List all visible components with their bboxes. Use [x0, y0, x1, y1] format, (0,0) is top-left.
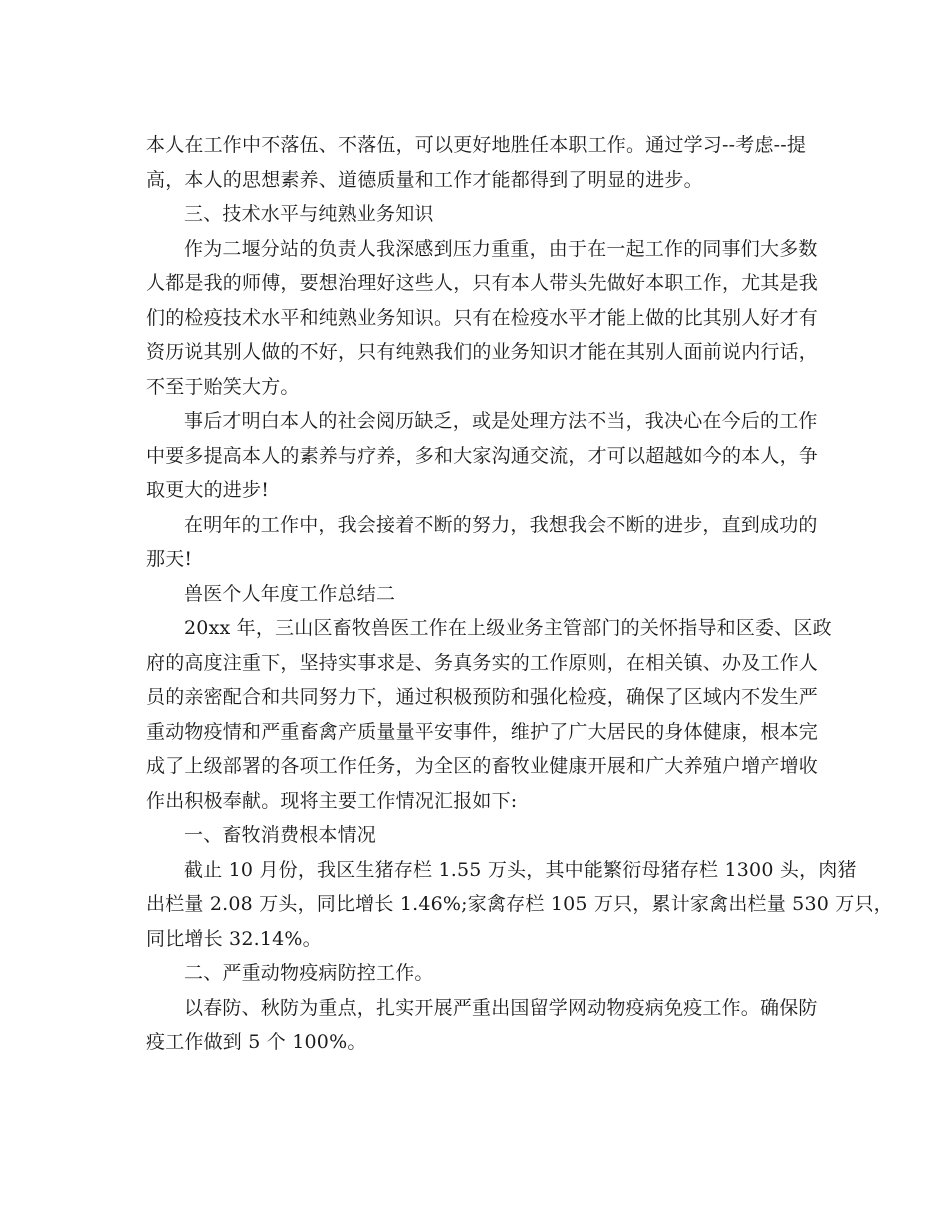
text-line: 成了上级部署的各项工作任务，为全区的畜牧业健康开展和广大养殖户增产增收 [146, 755, 819, 777]
text-line: 作出积极奉献。现将主要工作情况汇报如下: [146, 789, 518, 812]
text-line: 20xx 年，三山区畜牧兽医工作在上级业务主管部门的关怀指导和区委、区政 [184, 617, 832, 639]
text-line: 人都是我的师傅，要想治理好这些人，只有本人带头先做好本职工作，尤其是我 [146, 272, 819, 294]
text-line: 资历说其别人做的不好，只有纯熟我们的业务知识才能在其别人面前说内行话， [146, 341, 819, 363]
text-line: 疫工作做到 5 个 100%。 [146, 1031, 367, 1053]
text-line: 以春防、秋防为重点，扎实开展严重出国留学网动物疫病免疫工作。确保防 [184, 996, 818, 1019]
text-line: 们的检疫技术水平和纯熟业务知识。只有在检疫水平才能上做的比其别人好才有 [146, 306, 819, 329]
text-line: 同比增长 32.14%。 [146, 927, 322, 950]
text-line: 那天! [146, 548, 193, 570]
text-line: 本人在工作中不落伍、不落伍，可以更好地胜任本职工作。通过学习--考虑--提 [146, 134, 807, 156]
text-line: 作为二堰分站的负责人我深感到压力重重，由于在一起工作的同事们大多数 [184, 237, 818, 260]
text-line: 出栏量 2.08 万头，同比增长 1.46%;家禽存栏 105 万只，累计家禽出栏量 530 万只， [146, 893, 893, 915]
text-line: 兽医个人年度工作总结二 [184, 582, 396, 605]
text-line: 府的高度注重下，坚持实事求是、务真务实的工作原则，在相关镇、办及工作人 [146, 651, 819, 674]
text-line: 重动物疫情和严重畜禽产质量量平安事件，维护了广大居民的身体健康，根本完 [146, 720, 819, 743]
text-line: 不至于贻笑大方。 [146, 375, 300, 398]
text-line: 中要多提高本人的素养与疗养，多和大家沟通交流，才可以超越如今的本人，争 [146, 444, 819, 467]
text-line: 二、严重动物疫病防控工作。 [184, 962, 434, 984]
text-line: 员的亲密配合和共同努力下，通过积极预防和强化检疫，确保了区域内不发生严 [146, 686, 819, 708]
document-body [146, 128, 893, 1060]
text-line: 截止 10 月份，我区生猪存栏 1.55 万头，其中能繁衍母猪存栏 1300 头，肉猪 [184, 858, 857, 881]
text-line: 事后才明白本人的社会阅历缺乏，或是处理方法不当，我决心在今后的工作 [184, 410, 818, 432]
text-line: 一、畜牧消费根本情况 [184, 824, 377, 846]
text-line: 在明年的工作中，我会接着不断的努力，我想我会不断的进步，直到成功的 [184, 513, 818, 536]
text-line: 取更大的进步! [146, 479, 270, 501]
text-line: 高，本人的思想素养、道德质量和工作才能都得到了明显的进步。 [146, 168, 703, 191]
text-line: 三、技术水平与纯熟业务知识 [184, 203, 434, 225]
